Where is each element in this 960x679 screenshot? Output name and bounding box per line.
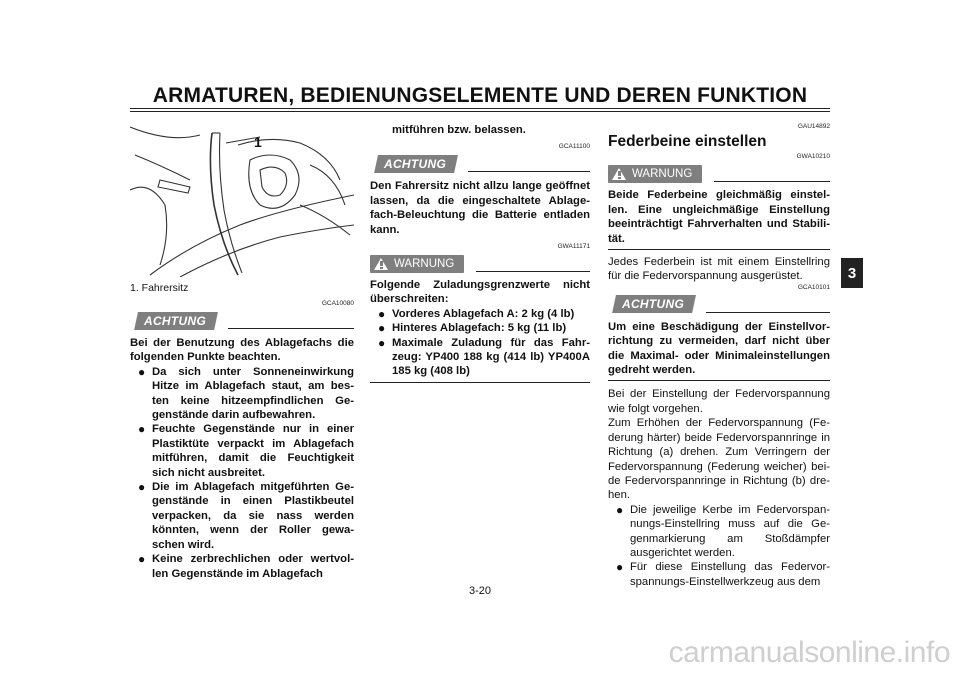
- title-rule: [130, 108, 830, 109]
- bullet-icon: ●: [378, 321, 386, 336]
- warning-text: Beide Federbeine gleichmäßig einstel- len. Eine ungleichmäßige Einstellung beeinträchtigt Fahrverhalten und Stabili- tät.: [608, 189, 830, 245]
- paragraph: Jedes Federbein ist mit einem Einstellring für die Federvorspannung ausgerüstet.: [608, 256, 830, 283]
- caution-code: GCA10080: [321, 300, 354, 307]
- seat-illustration: [130, 125, 354, 277]
- warning-code: GWA10210: [796, 153, 830, 161]
- bullet-list: [608, 503, 830, 589]
- paragraph: Bei der Einstellung der Federvorspannung wie folgt vorgehen.: [608, 388, 830, 415]
- list-item: ● Hinteres Ablagefach: 5 kg (11 lb): [378, 321, 567, 336]
- caution-intro: Bei der Benutzung des Ablagefachs die folgenden Punkte beachten.: [130, 337, 354, 364]
- warning-rule: [476, 271, 590, 272]
- bullet-icon: ●: [378, 306, 386, 321]
- bullet-icon: ●: [138, 422, 146, 437]
- list-item: ● Feuchte Gegenstände nur in einer Plastiktüte verpackt im Ablagefach mitführen, damit die Feuchtigkeit sich nicht ausbreitet.: [138, 422, 354, 479]
- chapter-tab[interactable]: 3: [841, 258, 863, 288]
- caution-badge: ACHTUNG: [612, 295, 696, 313]
- caution-header: [130, 308, 354, 330]
- caution-badge: ACHTUNG: [374, 155, 458, 173]
- warning-intro: Folgende Zuladungsgrenzwerte nicht überschreiten:: [370, 279, 590, 306]
- section-heading: Federbeine einstellen: [608, 133, 767, 150]
- bullet-icon: ●: [378, 335, 386, 350]
- bullet-icon: ●: [138, 364, 146, 379]
- caution-header: [370, 151, 590, 173]
- bullet-icon: ●: [616, 560, 624, 575]
- warning-badge: WARNUNG: [608, 165, 702, 183]
- caution-badge: ACHTUNG: [134, 312, 218, 330]
- caution-code: GCA11100: [558, 143, 590, 151]
- warning-header: [608, 161, 830, 183]
- warning-end-rule: [608, 249, 830, 250]
- caution-continuation: mitführen bzw. belassen.: [392, 124, 526, 136]
- list-item: ● Die im Ablagefach mitgeführten Ge- genstände in einen Plastikbeutel verpacken, da sie nass werden könnten, wenn der Roller gewa- schen wird.: [138, 480, 354, 551]
- list-item: ● Da sich unter Sonneneinwirkung Hitze im Ablagefach staut, am bes- ten keine hitzeempfindlichen Ge- genstände darin aufbewahren.: [138, 364, 354, 422]
- warning-code: GWA11171: [557, 243, 590, 251]
- section-code: GAU14892: [797, 123, 830, 130]
- caution-text: Den Fahrersitz nicht allzu lange geöffnet lassen, da die eingeschaltete Ablage- fach-Beleuchtung die Batterie entladen kann.: [370, 180, 590, 236]
- warning-bullet-list: [370, 307, 590, 379]
- caution-rule: [468, 171, 590, 172]
- paragraph: Zum Erhöhen der Federvorspannung (Fe- derung härter) beide Federvorspannringe in Richtung (a) drehen. Zum Verringern der Federvorspannung (Federung weicher) bei- de Federvorspannringe in Richtung (b) dre- hen.: [608, 417, 830, 502]
- caution-rule: [228, 328, 354, 329]
- bullet-icon: ●: [616, 502, 624, 517]
- caution-text: Um eine Beschädigung der Einstellvor- richtung zu vermeiden, darf nicht über die Maximal- oder Minimaleinstellungen gedreht werden.: [608, 320, 830, 377]
- warning-header: [370, 251, 590, 273]
- figure-callout: 1: [254, 134, 262, 150]
- list-item: ● Maximale Zuladung für das Fahr- zeug: YP400 188 kg (414 lb) YP400A 185 kg (408 lb): [378, 335, 590, 378]
- page-title: ARMATUREN, BEDIENUNGSELEMENTE UND DEREN FUNKTION: [152, 84, 808, 107]
- caution-header: [608, 292, 830, 314]
- list-item: ● Keine zerbrechlichen oder wertvol- len Gegenstände im Ablagefach: [138, 552, 354, 580]
- column-middle: [370, 123, 590, 383]
- bullet-icon: ●: [138, 480, 146, 495]
- column-left: [130, 300, 354, 581]
- list-item: ● Die jeweilige Kerbe im Federvorspan- nungs-Einstellring muss auf die Ge- genmarkierung am Stoßdämpfer ausgerichtet werden.: [616, 502, 830, 559]
- watermark: carmanualsonline.info: [668, 636, 950, 669]
- caution-bullet-list: [130, 365, 354, 581]
- list-item: ● Für diese Einstellung das Federvor- spannungs-Einstellwerkzeug aus dem: [616, 560, 830, 588]
- list-item: ● Vorderes Ablagefach A: 2 kg (4 lb): [378, 306, 575, 321]
- caution-rule: [706, 312, 830, 313]
- figure-caption: 1. Fahrersitz: [130, 282, 189, 294]
- warning-rule: [714, 181, 830, 182]
- warning-end-rule: [370, 382, 590, 383]
- page-number: 3-20: [468, 585, 492, 597]
- caution-code: GCA10101: [797, 283, 830, 291]
- warning-badge: WARNUNG: [370, 255, 464, 273]
- warning-triangle-icon: [374, 258, 388, 270]
- column-right: [608, 123, 830, 589]
- warning-triangle-icon: [612, 168, 626, 180]
- caution-end-rule: [608, 380, 830, 381]
- bullet-icon: ●: [138, 552, 146, 567]
- title-rule-2: [130, 111, 830, 112]
